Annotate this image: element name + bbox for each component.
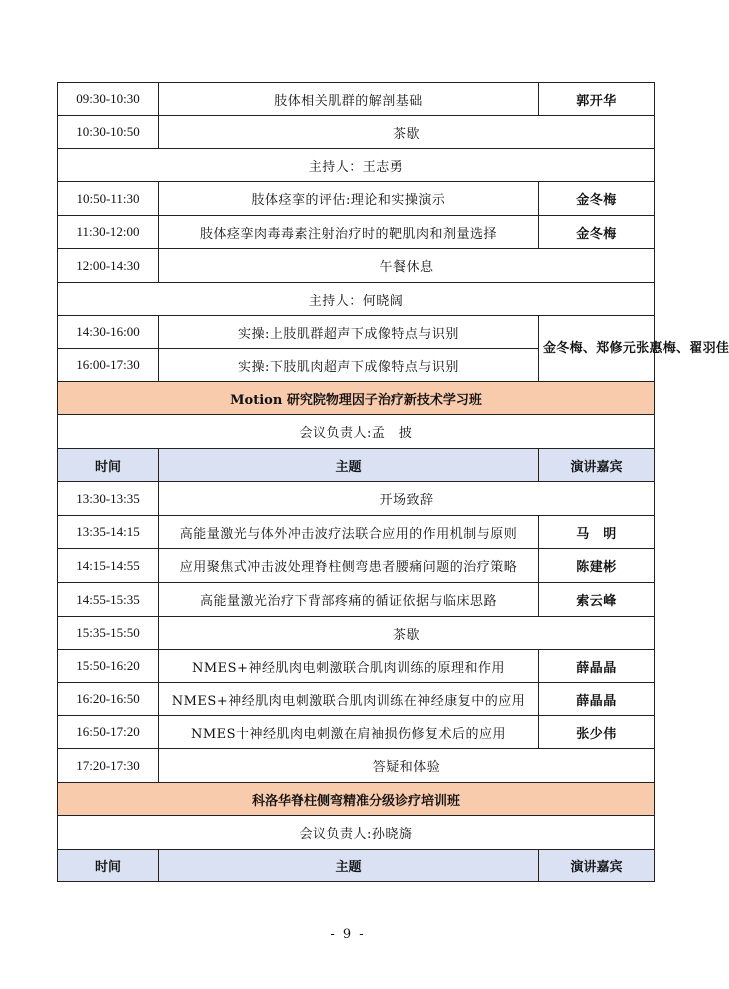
table-row xyxy=(58,449,655,482)
table-row xyxy=(58,316,655,349)
table-row xyxy=(58,549,655,583)
topic-cell: 应用聚焦式冲击波处理脊柱侧弯患者腰痛问题的治疗策略 xyxy=(159,549,539,583)
schedule-body xyxy=(58,83,729,882)
page-number: - 9 - xyxy=(330,927,366,942)
table-row xyxy=(58,749,655,783)
table-row xyxy=(58,182,655,216)
header-speaker: 演讲嘉宾 xyxy=(539,850,655,882)
topic-cell: NMES十神经肌肉电刺激在肩袖损伤修复术后的应用 xyxy=(159,716,539,749)
schedule-table xyxy=(57,82,729,882)
section-title: Motion 研究院物理因子治疗新技术学习班 xyxy=(58,382,655,415)
speaker-cell: 金冬梅 xyxy=(539,182,655,216)
time-cell: 15:50-16:20 xyxy=(58,650,159,683)
speaker-cell: 金冬梅 xyxy=(539,216,655,249)
time-cell: 13:30-13:35 xyxy=(58,482,159,516)
time-cell: 14:55-15:35 xyxy=(58,583,159,617)
time-cell: 09:30-10:30 xyxy=(58,83,159,116)
time-cell: 16:20-16:50 xyxy=(58,683,159,716)
topic-cell: 实操:上肢肌群超声下成像特点与识别 xyxy=(159,316,539,349)
time-cell: 10:50-11:30 xyxy=(58,182,159,216)
table-row xyxy=(58,382,655,415)
table-row xyxy=(58,83,655,116)
activity-cell: 茶歇 xyxy=(159,617,655,650)
time-cell: 15:35-15:50 xyxy=(58,617,159,650)
header-time: 时间 xyxy=(58,850,159,882)
table-row xyxy=(58,116,655,149)
time-cell: 12:00-14:30 xyxy=(58,249,159,283)
time-cell: 16:50-17:20 xyxy=(58,716,159,749)
topic-cell: 肢体痉挛肉毒毒素注射治疗时的靶肌肉和剂量选择 xyxy=(159,216,539,249)
table-row xyxy=(58,850,655,882)
topic-cell: 高能量激光治疗下背部疼痛的循证依据与临床思路 xyxy=(159,583,539,617)
topic-cell: 高能量激光与体外冲击波疗法联合应用的作用机制与原则 xyxy=(159,516,539,549)
speaker-cell: 张少伟 xyxy=(539,716,655,749)
speaker-cell: 金冬梅、郑修元张惠梅、翟羽佳 xyxy=(539,316,655,382)
host-cell: 会议负责人:孙晓旖 xyxy=(58,816,655,850)
time-cell: 13:35-14:15 xyxy=(58,516,159,549)
table-row xyxy=(58,683,655,716)
topic-cell: NMES+神经肌肉电刺激联合肌肉训练的原理和作用 xyxy=(159,650,539,683)
table-row xyxy=(58,716,655,749)
table-row xyxy=(58,415,655,449)
table-row xyxy=(58,283,655,316)
time-cell: 11:30-12:00 xyxy=(58,216,159,249)
table-row xyxy=(58,783,655,816)
header-topic: 主题 xyxy=(159,850,539,882)
table-row xyxy=(58,249,655,283)
header-speaker: 演讲嘉宾 xyxy=(539,449,655,482)
topic-cell: 肢体痉挛的评估:理论和实操演示 xyxy=(159,182,539,216)
header-topic: 主题 xyxy=(159,449,539,482)
time-cell: 17:20-17:30 xyxy=(58,749,159,783)
speaker-cell: 索云峰 xyxy=(539,583,655,617)
host-cell: 会议负责人:孟 披 xyxy=(58,415,655,449)
activity-cell: 午餐休息 xyxy=(159,249,655,283)
time-cell: 10:30-10:50 xyxy=(58,116,159,149)
header-time: 时间 xyxy=(58,449,159,482)
speaker-cell: 郭开华 xyxy=(539,83,655,116)
activity-cell: 茶歇 xyxy=(159,116,655,149)
time-cell: 14:30-16:00 xyxy=(58,316,159,349)
time-cell: 16:00-17:30 xyxy=(58,349,159,382)
topic-cell: 肢体相关肌群的解剖基础 xyxy=(159,83,539,116)
section-title: 科洛华脊柱侧弯精准分级诊疗培训班 xyxy=(58,783,655,816)
host-cell: 主持人：何晓阔 xyxy=(58,283,655,316)
table-row xyxy=(58,583,655,617)
host-cell: 主持人：王志勇 xyxy=(58,149,655,182)
time-cell: 14:15-14:55 xyxy=(58,549,159,583)
table-row xyxy=(58,216,655,249)
table-row xyxy=(58,482,655,516)
table-row xyxy=(58,617,655,650)
activity-cell: 答疑和体验 xyxy=(159,749,655,783)
speaker-cell: 薛晶晶 xyxy=(539,650,655,683)
topic-cell: 实操:下肢肌肉超声下成像特点与识别 xyxy=(159,349,539,382)
speaker-cell: 薛晶晶 xyxy=(539,683,655,716)
activity-cell: 开场致辞 xyxy=(159,482,655,516)
table-row xyxy=(58,149,655,182)
speaker-cell: 马 明 xyxy=(539,516,655,549)
table-row xyxy=(58,816,655,850)
speaker-cell: 陈建彬 xyxy=(539,549,655,583)
topic-cell: NMES+神经肌肉电刺激联合肌肉训练在神经康复中的应用 xyxy=(159,683,539,716)
table-row xyxy=(58,650,655,683)
table-row xyxy=(58,516,655,549)
